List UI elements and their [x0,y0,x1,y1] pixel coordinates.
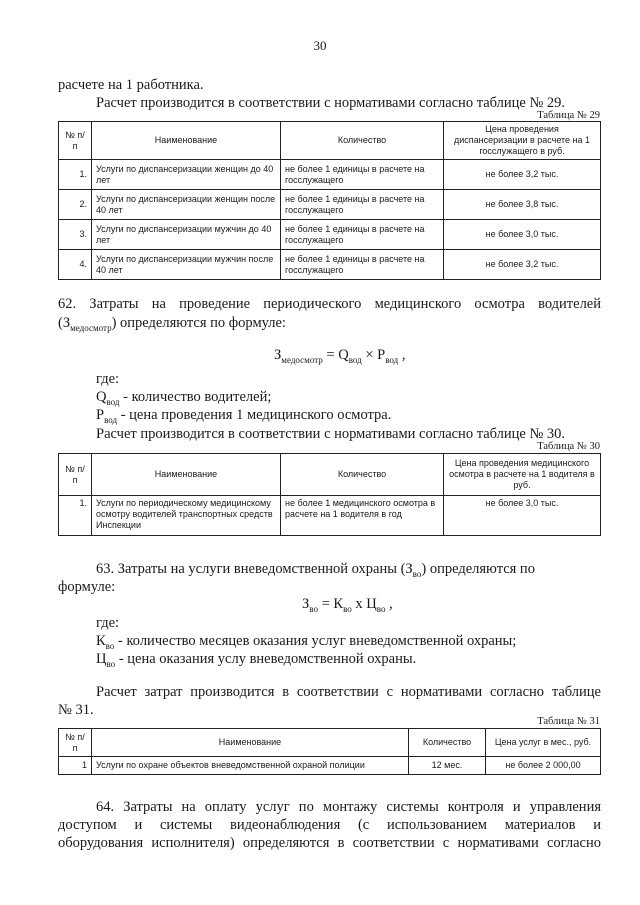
page-number: 30 [313,38,327,53]
row-name: Услуги по диспансеризации мужчин до 40 лет [92,220,281,250]
para63-calc-2: № 31. [58,702,94,718]
row-name: Услуги по диспансеризации женщин после 40 лет [92,190,281,220]
row-num: 2. [59,190,92,220]
para63-def-1: $К_{во}$ - количество месяцев оказания услуг вневедомственной охраны; [96,633,517,651]
table-row [59,160,601,190]
para64-line-1: 64. Затраты на оплату услуг по монтажу системы контроля и управления [96,799,601,815]
para62-def-1: $Q_{вод}$ - количество водителей; [96,389,272,407]
table30-caption: Таблица № 30 [537,441,600,452]
row-qty: не более 1 единицы в расчете на госслужащего [281,160,444,190]
table29-header-num: № п/п [59,122,92,160]
row-qty: 12 мес. [409,757,486,775]
para63-def-2: $Ц_{во}$ - цена оказания услу вневедомственной охраны. [96,651,417,669]
table-row [59,250,601,280]
table29-caption: Таблица № 29 [537,110,600,121]
formula-medosmotr: $З_{медосмотр} = Q_{вод} \times P_{вод}$ , [274,347,406,365]
row-price: не более 2 000,00 [486,757,601,775]
para64-line-3: оборудования исполнителя) определяются в соответствии с нормативами согласно [58,835,601,851]
row-num: 1. [59,160,92,190]
para63-line-2: формуле: [58,579,116,595]
table31-caption: Таблица № 31 [537,716,600,727]
table30 [58,453,601,536]
table29 [58,121,601,280]
para63-where: где: [96,615,120,631]
para63-calc-1: Расчет затрат производится в соответствии с нормативами согласно таблице [96,684,601,700]
table30-header-price: Цена проведения медицинского осмотра в расчете на 1 водителя в руб. [444,454,601,496]
table-row [59,757,601,775]
row-num: 3. [59,220,92,250]
row-price: не более 3,2 тыс. [444,250,601,280]
table-row [59,220,601,250]
intro-line-2: Расчет производится в соответствии с нормативами согласно таблице № 29. [96,95,566,111]
row-name: Услуги по диспансеризации мужчин после 40 лет [92,250,281,280]
table31-header-qty: Количество [409,729,486,757]
row-qty: не более 1 единицы в расчете на госслужащего [281,250,444,280]
row-price: не более 3,2 тыс. [444,160,601,190]
row-qty: не более 1 единицы в расчете на госслужащего [281,190,444,220]
table31-header-price: Цена услуг в мес., руб. [486,729,601,757]
para62-def-2: $P_{вод}$ - цена проведения 1 медицинского осмотра. [96,407,392,425]
row-price: не более 3,0 тыс. [444,496,601,536]
para62-line-1: 62. Затраты на проведение периодического медицинского осмотра водителей [58,296,601,312]
formula-vo: $З_{во} = К_{во}$ х $Ц_{во}$ , [302,596,393,614]
table-row [59,190,601,220]
para62-where: где: [96,371,120,387]
row-name: Услуги по диспансеризации женщин до 40 лет [92,160,281,190]
row-qty: не более 1 единицы в расчете на госслужащего [281,220,444,250]
table29-header-price: Цена проведения диспансеризации в расчете на 1 госслужащего в руб. [444,122,601,160]
para63-line-1: 63. Затраты на услуги вневедомственной охраны $(З_{во})$ определяются по [96,561,535,579]
table30-header-qty: Количество [281,454,444,496]
table31 [58,728,601,775]
row-price: не более 3,8 тыс. [444,190,601,220]
table-row [59,496,601,536]
table30-header-name: Наименование [92,454,281,496]
table29-header-name: Наименование [92,122,281,160]
table30-header-num: № п/п [59,454,92,496]
para62-line-2: $(З_{медосмотр})$ определяются по формуле: [58,315,286,333]
table31-header-name: Наименование [92,729,409,757]
table31-header-num: № п/п [59,729,92,757]
row-num: 4. [59,250,92,280]
para62-calc: Расчет производится в соответствии с нормативами согласно таблице № 30. [96,426,566,442]
row-price: не более 3,0 тыс. [444,220,601,250]
intro-line-1: расчете на 1 работника. [58,77,204,93]
row-name: Услуги по периодическому медицинскому осмотру водителей транспортных средств Инспекции [92,496,281,536]
row-qty: не более 1 медицинского осмотра в расчете на 1 водителя в год [281,496,444,536]
row-num: 1. [59,496,92,536]
table29-header-qty: Количество [281,122,444,160]
row-name: Услуги по охране объектов вневедомственной охраной полиции [92,757,409,775]
para64-line-2: доступом и системы видеонаблюдения (с использованием материалов и [58,817,601,833]
row-num: 1 [59,757,92,775]
